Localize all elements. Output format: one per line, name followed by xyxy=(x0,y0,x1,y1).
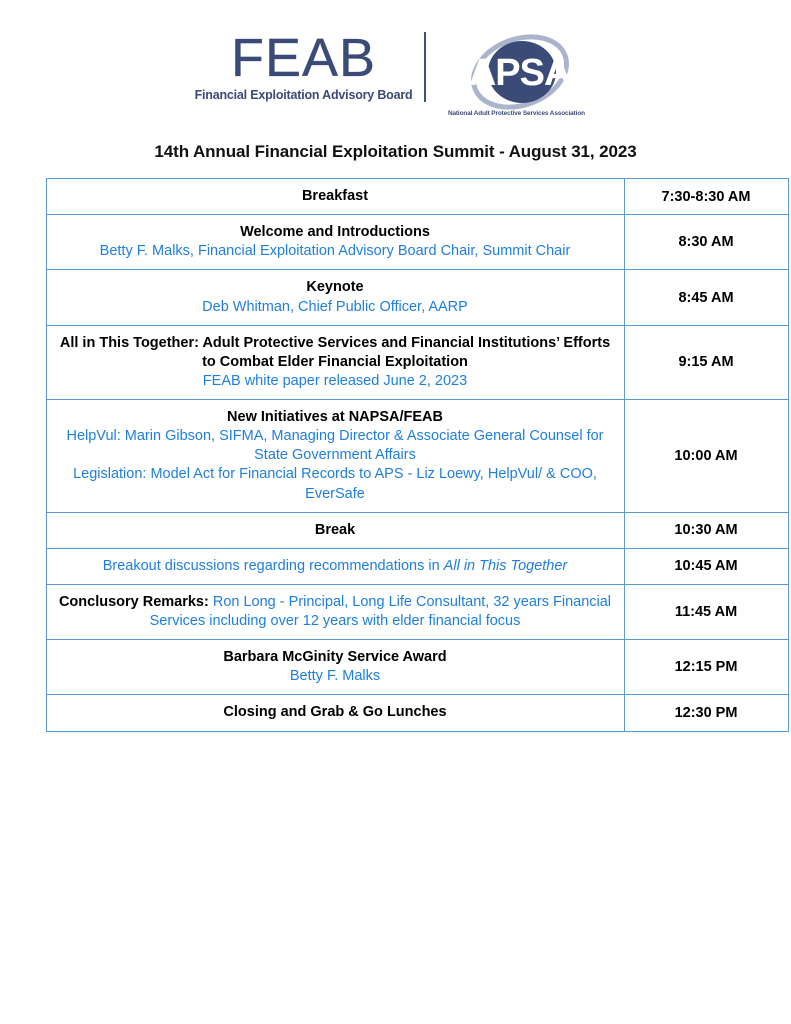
table-row xyxy=(46,179,788,215)
agenda-table xyxy=(46,178,789,732)
session-cell xyxy=(46,325,624,399)
session-cell xyxy=(46,215,624,270)
table-row xyxy=(46,325,788,399)
time-cell: 12:15 PM xyxy=(624,640,788,695)
time-cell: 10:30 AM xyxy=(624,512,788,548)
session-title: Breakfast xyxy=(301,188,369,204)
feab-napsa-logo-lockup xyxy=(194,27,597,117)
session-cell xyxy=(46,640,624,695)
session-cell xyxy=(46,584,624,639)
napsa-wordmark: NAPSA xyxy=(442,51,571,94)
time-cell: 11:45 AM xyxy=(624,584,788,639)
time-cell: 9:15 AM xyxy=(624,325,788,399)
table-row xyxy=(46,400,788,513)
time-cell: 8:30 AM xyxy=(624,215,788,270)
time-cell: 10:00 AM xyxy=(624,400,788,513)
time-cell: 10:45 AM xyxy=(624,548,788,584)
session-cell xyxy=(46,512,624,548)
session-detail: Betty F. Malks xyxy=(289,668,381,685)
session-title: Break xyxy=(314,521,356,538)
time-cell: 8:45 AM xyxy=(624,270,788,325)
session-lead-label: Conclusory Remarks: xyxy=(58,593,209,610)
table-row xyxy=(46,640,788,695)
feab-wordmark: FEAB xyxy=(230,27,377,88)
session-cell xyxy=(46,548,624,584)
session-cell xyxy=(46,179,624,215)
session-title: Closing and Grab & Go Lunches xyxy=(223,704,447,721)
session-title: Keynote xyxy=(306,279,364,296)
session-detail-italic: All in This Together xyxy=(443,557,568,574)
session-title: All in This Together: Adult Protective Services and Financial Institutions’ Efforts to Combat Elder Financial Exploitation xyxy=(59,334,611,370)
table-row xyxy=(46,270,788,325)
session-detail-prefix: Breakout discussions regarding recommendations in xyxy=(102,557,444,574)
table-row xyxy=(46,584,788,639)
session-cell xyxy=(46,270,624,325)
session-cell xyxy=(46,695,624,731)
session-detail-line-2: Legislation: Model Act for Financial Records to APS - Liz Loewy, HelpVul/ & COO, EverSafe xyxy=(73,466,597,502)
table-row xyxy=(46,695,788,731)
table-row xyxy=(46,548,788,584)
session-detail-line-1: HelpVul: Marin Gibson, SIFMA, Managing Director & Associate General Counsel for State Government Affairs xyxy=(66,428,604,464)
session-detail: FEAB white paper released June 2, 2023 xyxy=(202,372,468,389)
napsa-tagline: National Adult Protective Services Association xyxy=(447,109,585,117)
time-cell: 12:30 PM xyxy=(624,695,788,731)
session-title: Barbara McGinity Service Award xyxy=(223,649,447,666)
session-detail: Ron Long - Principal, Long Life Consultant, 32 years Financial Services including over 12 years with elder financial focus xyxy=(149,593,612,629)
table-row xyxy=(46,215,788,270)
logo-header xyxy=(0,0,791,120)
session-cell xyxy=(46,400,624,513)
session-title: Welcome and Introductions xyxy=(240,224,430,241)
table-row xyxy=(46,512,788,548)
session-detail xyxy=(103,558,568,574)
agenda-table-container xyxy=(46,178,751,732)
napsa-logo xyxy=(426,34,596,117)
feab-logo xyxy=(194,27,427,103)
session-detail: Deb Whitman, Chief Public Officer, AARP xyxy=(202,298,468,315)
session-detail: Betty F. Malks, Financial Exploitation Advisory Board Chair, Summit Chair xyxy=(99,243,571,260)
page-title: 14th Annual Financial Exploitation Summit - August 31, 2023 xyxy=(154,142,637,161)
feab-tagline: Financial Exploitation Advisory Board xyxy=(194,88,413,103)
session-title: New Initiatives at NAPSA/FEAB xyxy=(227,409,443,425)
time-cell: 7:30-8:30 AM xyxy=(624,179,788,215)
